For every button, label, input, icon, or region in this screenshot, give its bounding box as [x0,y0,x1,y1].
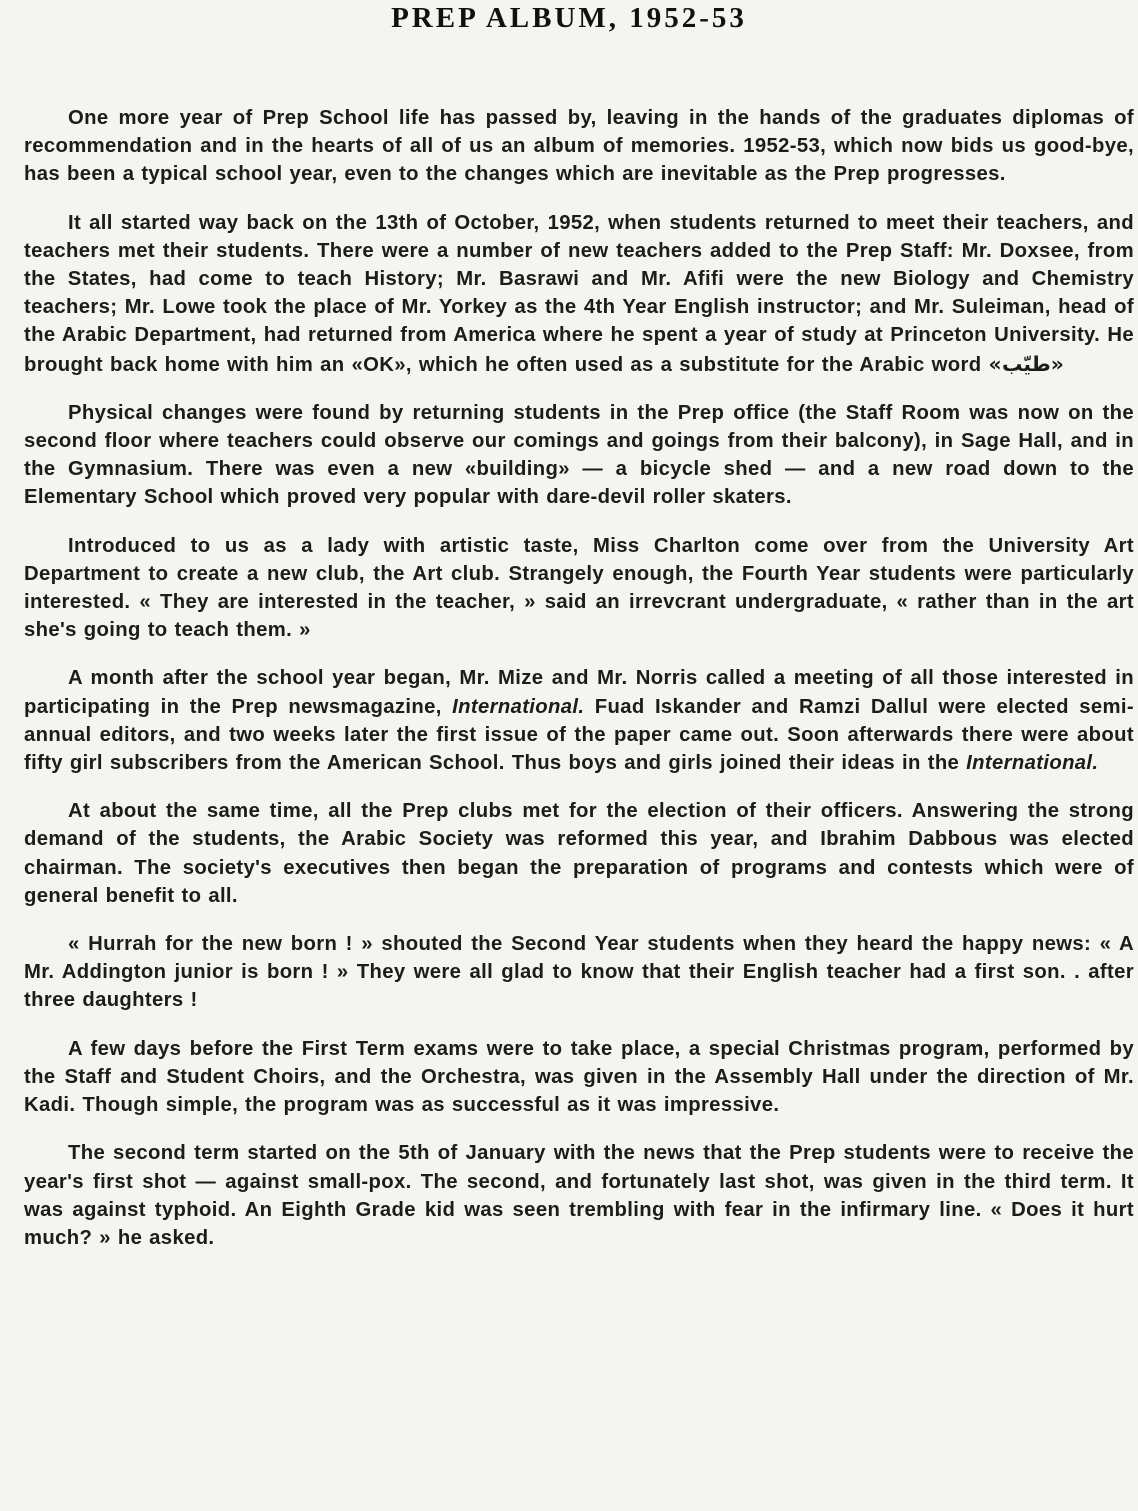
paragraph-newsmagazine [24,664,1134,777]
paragraph-club-elections: At about the same time, all the Prep clubs met for the election of their officers. Answering the strong demand of the students, the Arabic Society was reformed this year, and Ibrahim Dabbous was elected chairman. The society's executives then began the preparation of programs and contests which were of general benefit to all. [24,800,1134,907]
paragraph-text: Fuad Iskander and Ramzi Dallul were elected semi-annual editors, and two weeks later the first issue of the paper came out. Soon afterwards there were about fifty girl subscribers from the American School. Thus boys and girls joined their ideas in the [24,695,1135,775]
article-body [24,104,1134,1272]
paragraph-start-of-year [24,209,1134,379]
paragraph-art-club: Introduced to us as a lady with artistic taste, Miss Charlton come over from the University Art Department to create a new club, the Art club. Strangely enough, the Fourth Year students were particularly interested. « They are interested in the teacher, » said an irrevcrant undergraduate, « rather than in the art she's going to teach them. » [24,534,1134,642]
paragraph-intro: One more year of Prep School life has passed by, leaving in the hands of the graduates diplomas of recommendation and in the hearts of all of us an album of memories. 1952-53, which now bids us good-bye, has been a typical school year, even to the changes which are inevitable as the Prep progresses. [24,107,1134,186]
paragraph-second-term: The second term started on the 5th of January with the news that the Prep students were to receive the year's first shot — against small-pox. The second, and fortunately last shot, was given in the third term. It was against typhoid. An Eighth Grade kid was seen trembling with fear in the infirmary line. « Does it hurt much? » he asked. [24,1142,1134,1249]
paragraph-text: It all started way back on the 13th of October, 1952, when students returned to meet their teachers, and teachers met their students. There were a number of new teachers added to the Prep Staff: Mr. Doxsee, from the States, had come to teach History; Mr. Basrawi and Mr. Afifi were the new Biology and Chemistry teachers; Mr. Lowe took the place of Mr. Yorkey as the 4th Year English instructor; and Mr. Suleiman, head of the Arabic Department, had returned from America where he spent a year of study at Princeton University. He brought back home with him an «OK», which he often used as a substitute for the Arabic word [24,211,1134,376]
magazine-name: International. [452,695,585,718]
paragraph-new-born: « Hurrah for the new born ! » shouted the Second Year students when they heard the happy news: « A Mr. Addington junior is born ! » They were all glad to know that their English teacher had a first son. . after three daughters ! [24,933,1134,1012]
page-title: PREP ALBUM, 1952-53 [391,2,747,34]
paragraph-text: A month after the school year began, Mr. Mize and Mr. Norris called a meeting of all those interested in participating in the Prep newsmagazine, [24,667,1134,718]
paragraph-christmas-program: A few days before the First Term exams were to take place, a special Christmas program, performed by the Staff and Student Choirs, and the Orchestra, was given in the Assembly Hall under the direction of Mr. Kadi. Though simple, the program was as successful as it was impressive. [24,1037,1134,1117]
magazine-name: International. [966,752,1099,775]
paragraph-physical-changes: Physical changes were found by returning students in the Prep office (the Staff Room was now on the second floor where teachers could observe our comings and goings from their balcony), in Sage Hall, and in the Gymnasium. There was even a new «building» — a bicycle shed — and a new road down to the Elementary School which proved very popular with dare-devil roller skaters. [24,401,1134,509]
arabic-word: «طيّب» [988,351,1064,376]
